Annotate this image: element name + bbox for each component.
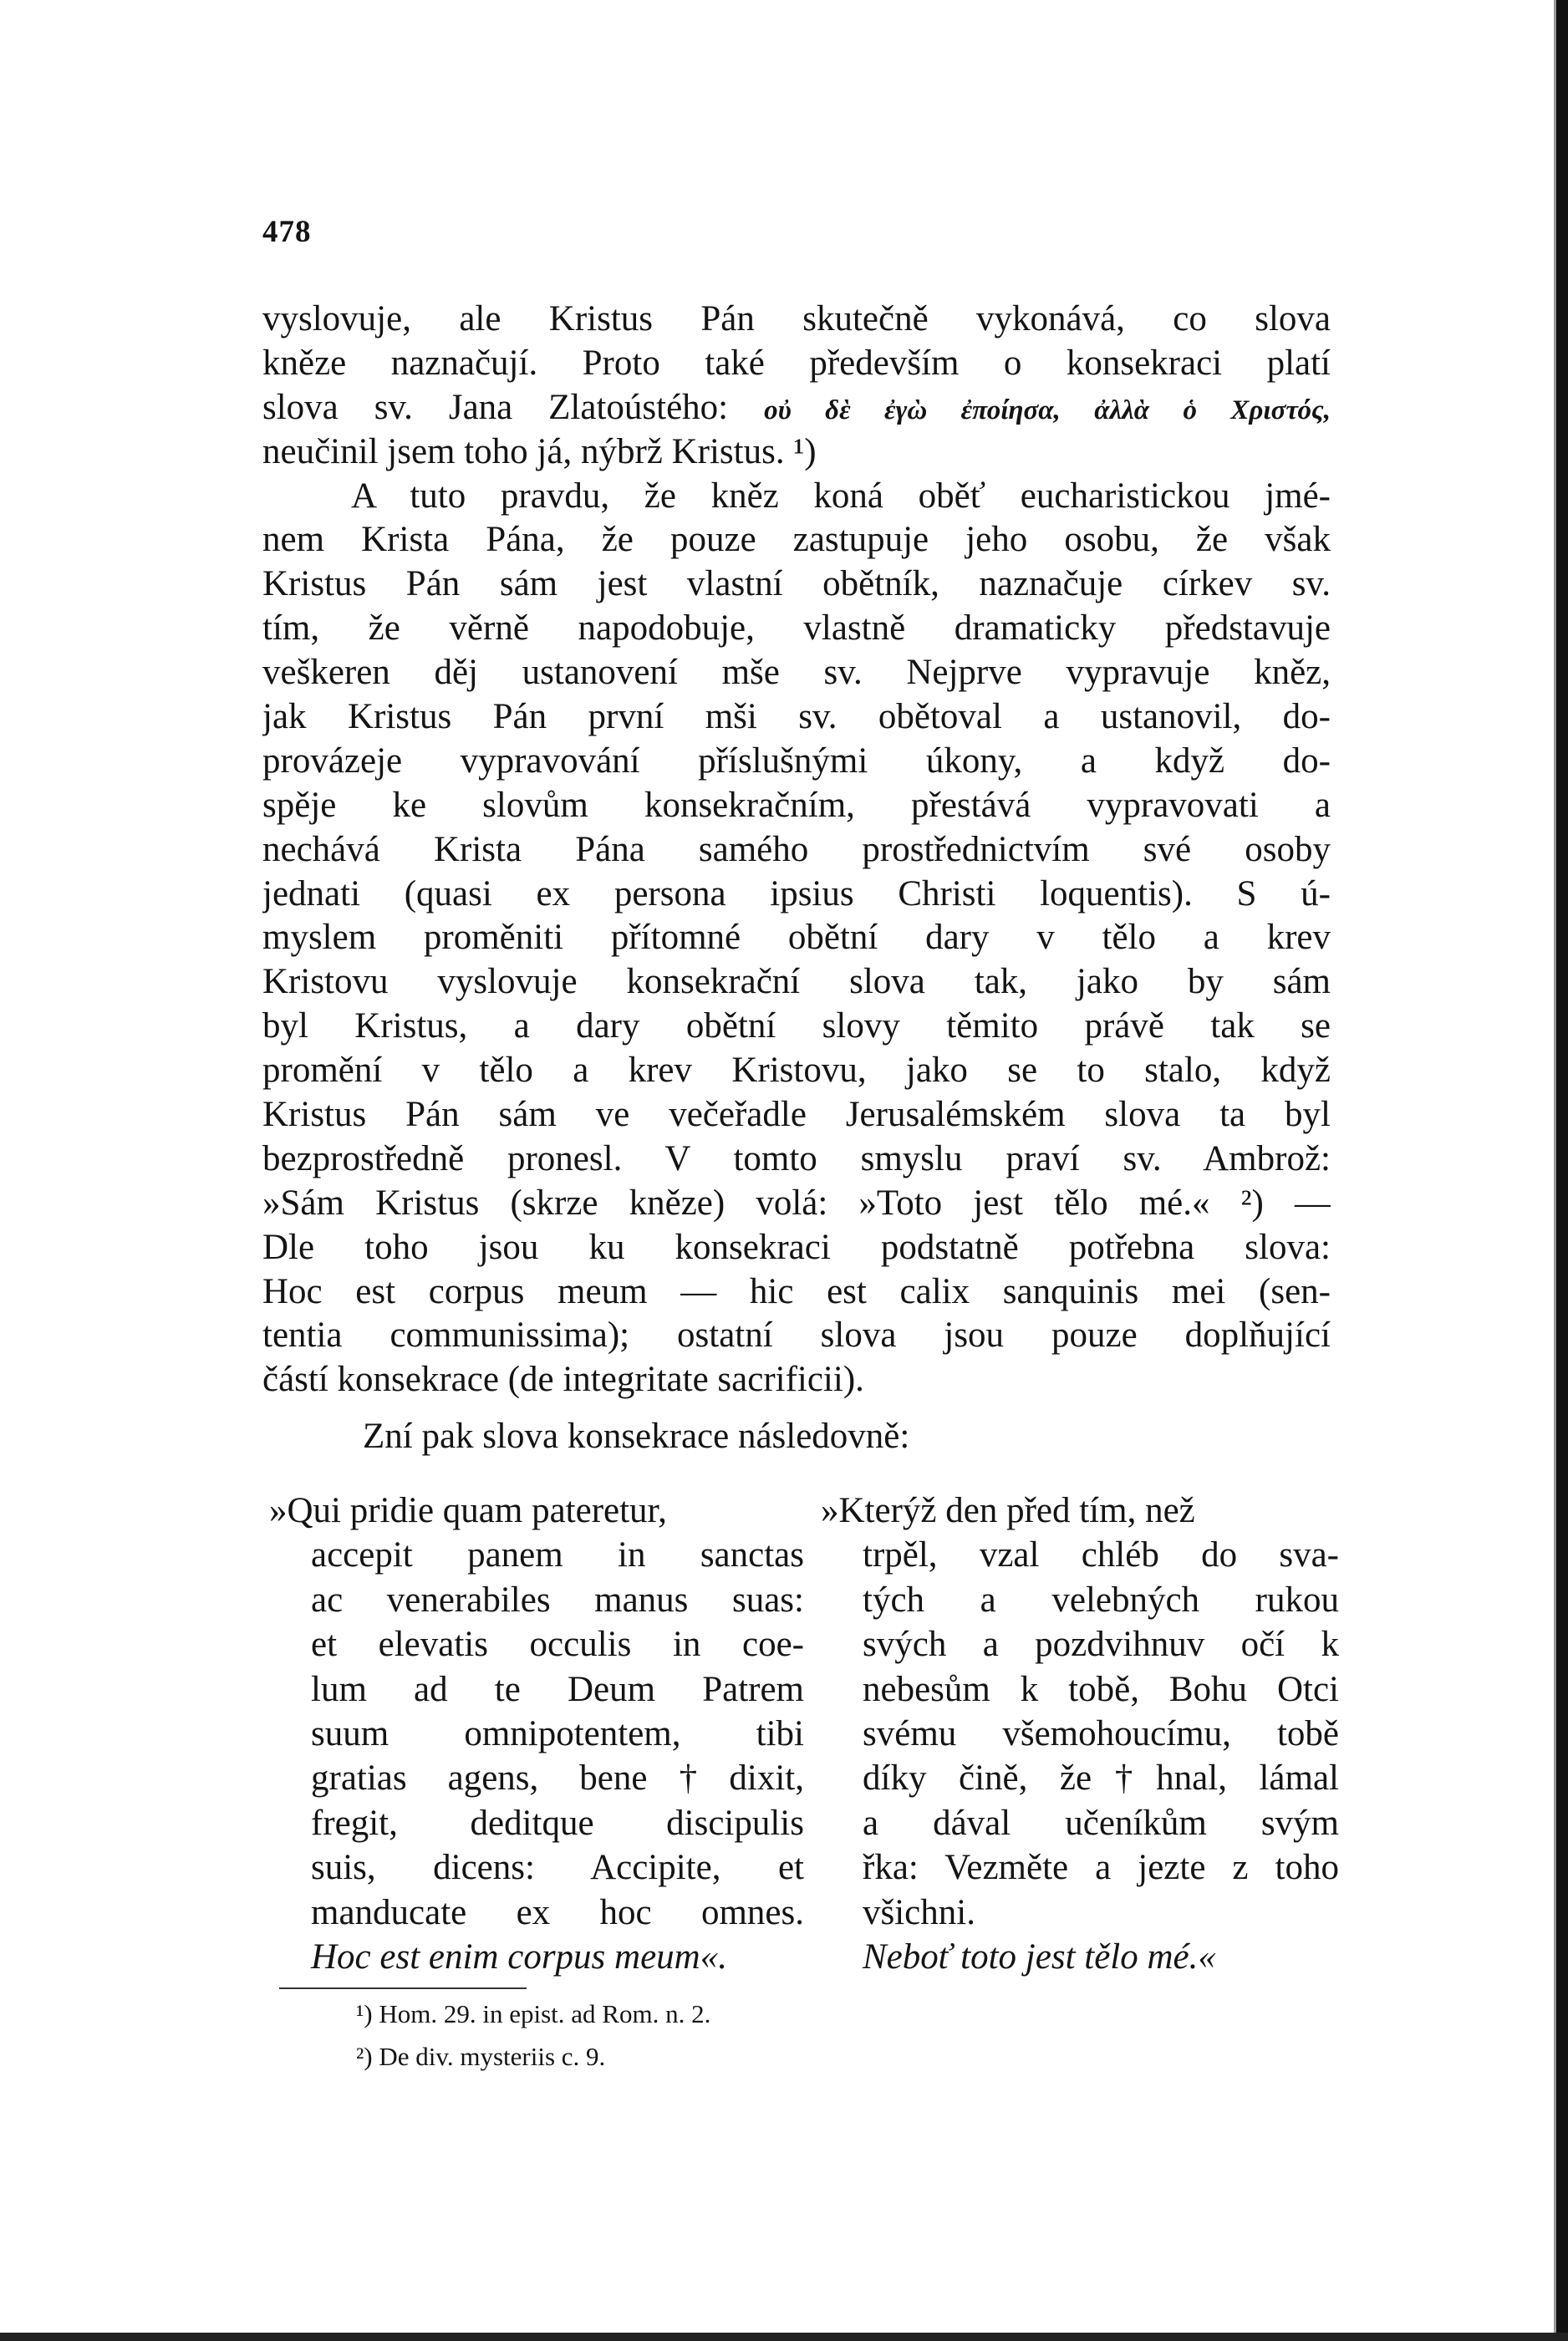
czech-line: tých a velebných rukou — [863, 1580, 1339, 1620]
footnote-2 — [356, 2035, 710, 2078]
paragraph-line: myslem proměniti přítomné obětní dary v tělo a krev — [262, 918, 1331, 958]
footnote-marker: ²) — [356, 2042, 373, 2071]
latin-line-italic: Hoc est enim corpus meum«. — [311, 1936, 727, 1977]
footnote-marker: ¹) — [356, 1999, 373, 2028]
footnote-divider — [279, 1987, 527, 1989]
czech-line: všichni. — [863, 1892, 975, 1932]
paragraph-line: nem Krista Pána, že pouze zastupuje jeho osobu, že však — [262, 520, 1331, 560]
paragraph-line: slova sv. Jana Zlatoústého: — [262, 387, 729, 427]
paragraph-line: bezprostředně pronesl. V tomto smyslu praví sv. Ambrož: — [262, 1138, 1331, 1178]
paragraph-line: Kristovu vyslovuje konsekrační slova tak, jako by sám — [262, 962, 1331, 1002]
paragraph-line: tentia communissima); ostatní slova jsou pouze doplňující — [262, 1316, 1331, 1356]
czech-line: díky čině, že†hnal, lámal — [863, 1758, 1339, 1799]
czech-line-italic: Neboť toto jest tělo mé.« — [863, 1936, 1216, 1977]
paragraph-line: vyslovuje, ale Kristus Pán skutečně vykonává, co slova — [262, 299, 1331, 338]
paragraph-line: veškeren děj ustanovení mše sv. Nejprve vypravuje kněz, — [262, 653, 1331, 693]
paragraph-line: kněze naznačují. Proto také především o konsekraci platí — [262, 343, 1331, 383]
latin-line: manducate ex hoc omnes. — [311, 1892, 804, 1932]
consecration-intro: Zní pak slova konsekrace následovně: — [363, 1417, 910, 1456]
czech-line: řka: Vezměte a jezte z toho — [863, 1848, 1339, 1888]
paragraph-line: nechává Krista Pána samého prostřednictvím své osoby — [262, 829, 1331, 869]
footnote-text: De div. mysteriis c. 9. — [379, 2042, 606, 2071]
paragraph-line: promění v tělo a krev Kristovu, jako se to stalo, když — [262, 1051, 1331, 1091]
paragraph-line: spěje ke slovům konsekračním, přestává vypravovati a — [262, 785, 1331, 825]
paragraph-line: částí konsekrace (de integritate sacrificii). — [262, 1360, 864, 1400]
footnote-1 — [356, 1992, 710, 2035]
czech-line: svých a pozdvihnuv očí k — [863, 1625, 1339, 1665]
latin-column — [269, 1489, 804, 1979]
footnote-text: Hom. 29. in epist. ad Rom. n. 2. — [379, 1999, 711, 2028]
czech-column — [821, 1489, 1339, 1979]
scan-edge-bottom — [0, 2333, 1568, 2341]
latin-line: gratias agens, bene†dixit, — [311, 1758, 804, 1799]
paragraph-line: A tuto pravdu, že kněz koná oběť eucharistickou jmé- — [351, 476, 1331, 516]
page-number: 478 — [262, 215, 312, 249]
latin-line: suum omnipotentem, tibi — [311, 1713, 804, 1753]
latin-line: suis, dicens: Accipite, et — [311, 1848, 804, 1888]
paragraph-line: byl Kristus, a dary obětní slovy těmito právě tak se — [262, 1006, 1331, 1046]
latin-line: fregit, deditque discipulis — [311, 1803, 804, 1843]
main-paragraph — [262, 298, 1331, 1402]
czech-line: trpěl, vzal chléb do sva- — [863, 1535, 1339, 1575]
czech-line: a dával učeníkům svým — [863, 1803, 1339, 1843]
czech-line: »Kterýž den před tím, než — [821, 1491, 1195, 1530]
paragraph-line: Dle toho jsou ku konsekraci podstatně potřebna slova: — [262, 1227, 1331, 1267]
latin-line: »Qui pridie quam pateretur, — [269, 1491, 667, 1530]
scan-edge-shadow — [1554, 0, 1556, 2341]
paragraph-line: Kristus Pán sám jest vlastní obětník, naznačuje církev sv. — [262, 564, 1331, 604]
paragraph-line: provázeje vypravování příslušnými úkony, a když do- — [262, 740, 1331, 781]
paragraph-line: Hoc est corpus meum — hic est calix sanquinis mei (sen- — [262, 1271, 1331, 1311]
greek-quote: οὐ δὲ ἐγὼ ἐποίησα, ἀλλὰ ὁ Χριστός, — [764, 394, 1331, 425]
paragraph-line: neučinil jsem toho já, nýbrž Kristus. ¹) — [262, 431, 817, 471]
latin-line: ac venerabiles manus suas: — [311, 1580, 804, 1620]
czech-line: nebesům k tobě, Bohu Otci — [863, 1669, 1339, 1709]
paragraph-line: »Sám Kristus (skrze kněze) volá: »Toto jest tělo mé.« ²) — — [262, 1183, 1331, 1223]
latin-line: lum ad te Deum Patrem — [311, 1669, 804, 1709]
footnotes — [356, 1992, 710, 2078]
paragraph-line-with-greek — [262, 386, 1331, 430]
scan-edge-right — [1556, 0, 1568, 2341]
paragraph-line: Kristus Pán sám ve večeřadle Jerusalémském slova ta byl — [262, 1095, 1331, 1135]
latin-line: et elevatis occulis in coe- — [311, 1625, 804, 1665]
latin-line: accepit panem in sanctas — [311, 1535, 804, 1575]
paragraph-line: jak Kristus Pán první mši sv. obětoval a ustanovil, do- — [262, 697, 1331, 737]
paragraph-line: jednati (quasi ex persona ipsius Christi loquentis). S ú- — [262, 873, 1331, 913]
czech-line: svému všemohoucímu, tobě — [863, 1713, 1339, 1753]
paragraph-line: tím, že věrně napodobuje, vlastně dramaticky představuje — [262, 608, 1331, 649]
